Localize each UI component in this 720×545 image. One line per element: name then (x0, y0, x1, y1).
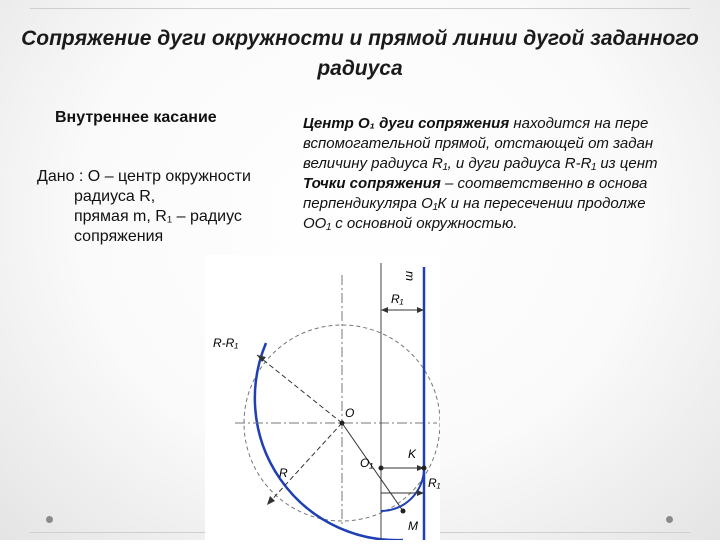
description-line (303, 134, 720, 154)
label-m: m (403, 271, 417, 281)
description-run: находится на пере (509, 115, 649, 132)
given-label: Дано : О – центр окружности (37, 168, 251, 185)
given-line: прямая m, R₁ – радиус (74, 208, 242, 225)
label-k: K (408, 447, 417, 461)
description-line (303, 114, 720, 134)
given-line: радиуса R, (74, 188, 156, 205)
construction-diagram (205, 255, 440, 540)
center-o-point (340, 421, 345, 426)
radius-r-minus-r1-line (257, 355, 342, 423)
subtitle: Внутреннее касание (55, 109, 217, 126)
label-r: R (279, 466, 288, 480)
label-o1: O₁ (360, 456, 374, 470)
top-border-line (30, 8, 690, 9)
diagram-panel (205, 255, 440, 540)
description-emphasis: Центр О₁ дуги сопряжения (303, 115, 510, 132)
nav-dot-right (666, 516, 673, 523)
description-line (303, 214, 720, 234)
description-run: величину радиуса R₁, и дуги радиуса R-R₁ из цент (303, 155, 658, 172)
description-run: вспомогательной прямой, отстающей от задан (303, 135, 654, 152)
nav-dot-left (46, 516, 53, 523)
point-k (422, 466, 427, 471)
description-run: ОО₁ с основной окружностью. (303, 215, 518, 232)
description-line (303, 174, 720, 194)
description-line (303, 154, 720, 174)
description-run: – соответственно в основа (440, 175, 648, 192)
label-o: O (345, 406, 355, 420)
center-o1-point (379, 466, 384, 471)
radius-r-line (267, 423, 342, 505)
arrow-icon (381, 307, 388, 313)
label-r1-top: R₁ (391, 292, 404, 306)
description-line (303, 194, 720, 214)
label-r1-bottom: R₁ (428, 476, 440, 490)
label-r-minus-r1: R-R₁ (213, 336, 239, 350)
conjugation-arc (381, 468, 424, 511)
slide-title: Сопряжение дуги окружности и прямой линии дугой заданного радиуса (21, 27, 699, 80)
description-text (303, 114, 720, 234)
description-emphasis: Точки сопряжения (303, 175, 441, 192)
point-m (401, 509, 406, 514)
given-list (74, 187, 242, 247)
given-line: сопряжения (74, 228, 164, 245)
label-m-point: M (408, 519, 418, 533)
description-run: перпендикуляра О₁К и на пересечении продолже (303, 195, 646, 212)
